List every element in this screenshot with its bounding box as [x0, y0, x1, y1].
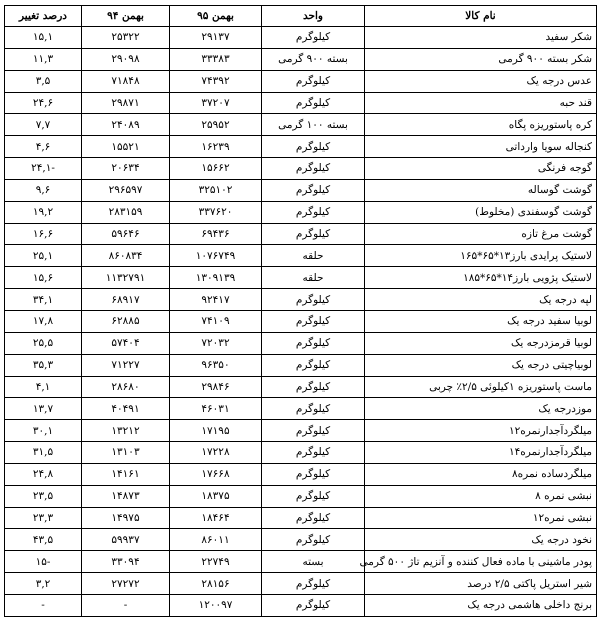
- cell-item-name: گوشت گوسفندی (مخلوط): [365, 201, 597, 223]
- cell-bahman-95: ۲۸۱۵۶: [170, 573, 262, 595]
- cell-bahman-95: ۲۲۷۴۹: [170, 551, 262, 573]
- cell-percent-change: ۲۵,۵: [5, 332, 82, 354]
- cell-bahman-95: ۴۶۰۳۱: [170, 398, 262, 420]
- cell-unit: کیلوگرم: [262, 573, 365, 595]
- cell-item-name: لپه درجه یک: [365, 289, 597, 311]
- cell-percent-change: ۳۴,۱: [5, 289, 82, 311]
- cell-bahman-94: ۷۱۲۲۷: [82, 354, 170, 376]
- table-row: [5, 376, 597, 398]
- cell-item-name: میلگردآجدارنمره۱۴: [365, 442, 597, 464]
- table-row: [5, 48, 597, 70]
- cell-item-name: شیر استریل پاکتی ۲/۵ درصد: [365, 573, 597, 595]
- cell-bahman-94: ۱۴۹۷۵: [82, 507, 170, 529]
- cell-bahman-95: ۲۵۹۵۲: [170, 114, 262, 136]
- table-row: [5, 70, 597, 92]
- cell-bahman-94: ۵۹۶۴۶: [82, 223, 170, 245]
- cell-bahman-95: ۳۷۲۰۷: [170, 92, 262, 114]
- cell-unit: کیلوگرم: [262, 70, 365, 92]
- cell-bahman-95: ۷۴۱۰۹: [170, 310, 262, 332]
- cell-unit: کیلوگرم: [262, 136, 365, 158]
- cell-bahman-95: ۹۲۴۱۷: [170, 289, 262, 311]
- table-row: [5, 507, 597, 529]
- cell-percent-change: ۴,۱: [5, 376, 82, 398]
- cell-bahman-94: ۴۰۴۹۱: [82, 398, 170, 420]
- cell-percent-change: ۳۱,۵: [5, 442, 82, 464]
- cell-bahman-95: ۷۴۳۹۲: [170, 70, 262, 92]
- cell-percent-change: ۴۳,۵: [5, 529, 82, 551]
- cell-bahman-95: ۳۳۳۸۳: [170, 48, 262, 70]
- cell-bahman-95: ۱۵۶۶۲: [170, 158, 262, 180]
- cell-item-name: لاستیک پرایدی بارز۱۳*۶۵*۱۶۵: [365, 245, 597, 267]
- cell-bahman-95: ۳۲۵۱۰۲: [170, 179, 262, 201]
- table-row: [5, 136, 597, 158]
- cell-bahman-94: ۶۲۸۸۵: [82, 310, 170, 332]
- cell-bahman-94: ۲۹۶۵۹۷: [82, 179, 170, 201]
- cell-percent-change: ۱۳,۷: [5, 398, 82, 420]
- cell-bahman-95: ۱۲۰۰۹۷: [170, 594, 262, 616]
- cell-item-name: برنج داخلی هاشمی درجه یک: [365, 594, 597, 616]
- table-row: [5, 245, 597, 267]
- cell-unit: کیلوگرم: [262, 398, 365, 420]
- table-row: [5, 289, 597, 311]
- cell-bahman-94: ۳۳۰۹۴: [82, 551, 170, 573]
- cell-bahman-94: ۱۱۳۲۷۹۱: [82, 267, 170, 289]
- cell-percent-change: ۲۴,۶: [5, 92, 82, 114]
- cell-unit: کیلوگرم: [262, 463, 365, 485]
- cell-bahman-94: ۲۸۶۸۰: [82, 376, 170, 398]
- cell-item-name: میلگردساده نمره۸: [365, 463, 597, 485]
- cell-item-name: نبشی نمره۱۲: [365, 507, 597, 529]
- cell-bahman-95: ۲۹۱۳۷: [170, 27, 262, 49]
- cell-percent-change: -: [5, 594, 82, 616]
- cell-bahman-94: -: [82, 594, 170, 616]
- cell-bahman-94: ۵۹۹۳۷: [82, 529, 170, 551]
- cell-item-name: لوبیا قرمزدرجه یک: [365, 332, 597, 354]
- cell-bahman-94: ۶۸۹۱۷: [82, 289, 170, 311]
- cell-unit: کیلوگرم: [262, 27, 365, 49]
- table-row: [5, 223, 597, 245]
- cell-unit: کیلوگرم: [262, 92, 365, 114]
- cell-item-name: نخود درجه یک: [365, 529, 597, 551]
- header-bahman-94: بهمن ۹۴: [82, 6, 170, 27]
- cell-percent-change: ۱۹,۲: [5, 201, 82, 223]
- cell-unit: کیلوگرم: [262, 485, 365, 507]
- cell-unit: کیلوگرم: [262, 442, 365, 464]
- cell-bahman-94: ۱۵۵۲۱: [82, 136, 170, 158]
- cell-unit: کیلوگرم: [262, 529, 365, 551]
- cell-unit: کیلوگرم: [262, 201, 365, 223]
- cell-unit: کیلوگرم: [262, 223, 365, 245]
- cell-unit: بسته: [262, 551, 365, 573]
- table-row: [5, 332, 597, 354]
- table-row: [5, 179, 597, 201]
- cell-bahman-94: ۱۳۲۱۲: [82, 420, 170, 442]
- table-row: [5, 442, 597, 464]
- cell-item-name: کره پاستوریزه پگاه: [365, 114, 597, 136]
- cell-percent-change: ۱۵,۶: [5, 267, 82, 289]
- cell-bahman-94: ۲۹۸۷۱: [82, 92, 170, 114]
- table-row: [5, 201, 597, 223]
- table-row: [5, 485, 597, 507]
- cell-unit: حلقه: [262, 267, 365, 289]
- price-table-container: [4, 5, 597, 617]
- cell-bahman-95: ۷۲۰۳۲: [170, 332, 262, 354]
- cell-item-name: شکر سفید: [365, 27, 597, 49]
- cell-bahman-94: ۲۷۲۷۲: [82, 573, 170, 595]
- cell-bahman-95: ۱۶۲۳۹: [170, 136, 262, 158]
- table-row: [5, 27, 597, 49]
- table-row: [5, 398, 597, 420]
- cell-bahman-94: ۷۱۸۴۸: [82, 70, 170, 92]
- table-row: [5, 529, 597, 551]
- table-row: [5, 594, 597, 616]
- cell-bahman-95: ۳۳۷۶۲۰: [170, 201, 262, 223]
- table-row: [5, 114, 597, 136]
- cell-percent-change: ۱۱,۳: [5, 48, 82, 70]
- cell-item-name: لاستیک پژویی بارز۱۴*۶۵*۱۸۵: [365, 267, 597, 289]
- cell-item-name: عدس درجه یک: [365, 70, 597, 92]
- cell-bahman-94: ۲۵۳۲۲: [82, 27, 170, 49]
- table-row: [5, 551, 597, 573]
- cell-bahman-94: ۱۴۱۶۱: [82, 463, 170, 485]
- cell-percent-change: ۳۰,۱: [5, 420, 82, 442]
- table-header-row: [5, 6, 597, 27]
- cell-item-name: گوشت مرغ تازه: [365, 223, 597, 245]
- cell-item-name: ماست پاستوریزه ۱کیلوئی ۲/۵٪ چربی: [365, 376, 597, 398]
- cell-percent-change: ۳,۲: [5, 573, 82, 595]
- table-body: [5, 27, 597, 617]
- cell-unit: حلقه: [262, 245, 365, 267]
- cell-percent-change: ۲۵,۱: [5, 245, 82, 267]
- cell-bahman-94: ۱۳۱۰۳: [82, 442, 170, 464]
- table-row: [5, 310, 597, 332]
- cell-percent-change: ۲۳,۵: [5, 485, 82, 507]
- cell-item-name: نبشی نمره ۸: [365, 485, 597, 507]
- cell-unit: کیلوگرم: [262, 289, 365, 311]
- cell-bahman-94: ۲۹۰۹۸: [82, 48, 170, 70]
- table-row: [5, 92, 597, 114]
- cell-unit: کیلوگرم: [262, 158, 365, 180]
- cell-percent-change: ۲۴,۸: [5, 463, 82, 485]
- cell-item-name: لوبیا سفید درجه یک: [365, 310, 597, 332]
- cell-bahman-94: ۱۴۸۷۳: [82, 485, 170, 507]
- cell-bahman-94: ۸۶۰۸۳۴: [82, 245, 170, 267]
- table-row: [5, 354, 597, 376]
- cell-percent-change: -۱۵: [5, 551, 82, 573]
- table-row: [5, 158, 597, 180]
- cell-percent-change: ۳۵,۳: [5, 354, 82, 376]
- cell-unit: کیلوگرم: [262, 310, 365, 332]
- cell-percent-change: ۳,۵: [5, 70, 82, 92]
- cell-percent-change: ۱۵,۱: [5, 27, 82, 49]
- cell-bahman-94: ۲۴۰۸۹: [82, 114, 170, 136]
- cell-unit: کیلوگرم: [262, 179, 365, 201]
- cell-percent-change: ۲۳,۳: [5, 507, 82, 529]
- cell-unit: کیلوگرم: [262, 332, 365, 354]
- cell-bahman-95: ۱۸۳۷۵: [170, 485, 262, 507]
- cell-bahman-95: ۱۸۴۶۴: [170, 507, 262, 529]
- table-row: [5, 267, 597, 289]
- cell-bahman-95: ۱۷۲۲۸: [170, 442, 262, 464]
- table-row: [5, 463, 597, 485]
- cell-unit: کیلوگرم: [262, 507, 365, 529]
- cell-bahman-94: ۲۸۳۱۵۹: [82, 201, 170, 223]
- cell-bahman-95: ۱۰۷۶۷۴۹: [170, 245, 262, 267]
- cell-bahman-95: ۱۷۶۶۸: [170, 463, 262, 485]
- table-row: [5, 420, 597, 442]
- cell-item-name: کنجاله سویا وارداتی: [365, 136, 597, 158]
- cell-unit: بسته ۱۰۰ گرمی: [262, 114, 365, 136]
- cell-unit: کیلوگرم: [262, 420, 365, 442]
- cell-bahman-94: ۵۷۴۰۴: [82, 332, 170, 354]
- cell-unit: بسته ۹۰۰ گرمی: [262, 48, 365, 70]
- cell-percent-change: ۴,۶: [5, 136, 82, 158]
- cell-bahman-95: ۹۶۳۵۰: [170, 354, 262, 376]
- price-change-table: [4, 5, 597, 617]
- header-unit: واحد: [262, 6, 365, 27]
- cell-bahman-94: ۲۰۶۳۴: [82, 158, 170, 180]
- cell-unit: کیلوگرم: [262, 354, 365, 376]
- cell-percent-change: ۹,۶: [5, 179, 82, 201]
- cell-bahman-95: ۱۷۱۹۵: [170, 420, 262, 442]
- cell-item-name: میلگردآجدارنمره۱۲: [365, 420, 597, 442]
- cell-item-name: قند حبه: [365, 92, 597, 114]
- cell-item-name: موزدرجه یک: [365, 398, 597, 420]
- cell-percent-change: -۲۴,۱: [5, 158, 82, 180]
- cell-percent-change: ۱۷,۸: [5, 310, 82, 332]
- cell-bahman-95: ۶۹۴۳۶: [170, 223, 262, 245]
- cell-bahman-95: ۲۹۸۴۶: [170, 376, 262, 398]
- header-bahman-95: بهمن ۹۵: [170, 6, 262, 27]
- table-row: [5, 573, 597, 595]
- cell-percent-change: ۷,۷: [5, 114, 82, 136]
- cell-item-name: گوجه فرنگی: [365, 158, 597, 180]
- header-item-name: نام کالا: [365, 6, 597, 27]
- cell-percent-change: ۱۶,۶: [5, 223, 82, 245]
- cell-bahman-95: ۸۶۰۱۱: [170, 529, 262, 551]
- cell-bahman-95: ۱۳۰۹۱۳۹: [170, 267, 262, 289]
- header-percent-change: درصد تغییر: [5, 6, 82, 27]
- cell-item-name: لوبیاچیتی درجه یک: [365, 354, 597, 376]
- cell-item-name: پودر ماشینی با ماده فعال کننده و آنزیم تاژ ۵۰۰ گرمی: [365, 551, 597, 573]
- cell-unit: کیلوگرم: [262, 594, 365, 616]
- cell-unit: کیلوگرم: [262, 376, 365, 398]
- cell-item-name: گوشت گوساله: [365, 179, 597, 201]
- cell-item-name: شکر بسته ۹۰۰ گرمی: [365, 48, 597, 70]
